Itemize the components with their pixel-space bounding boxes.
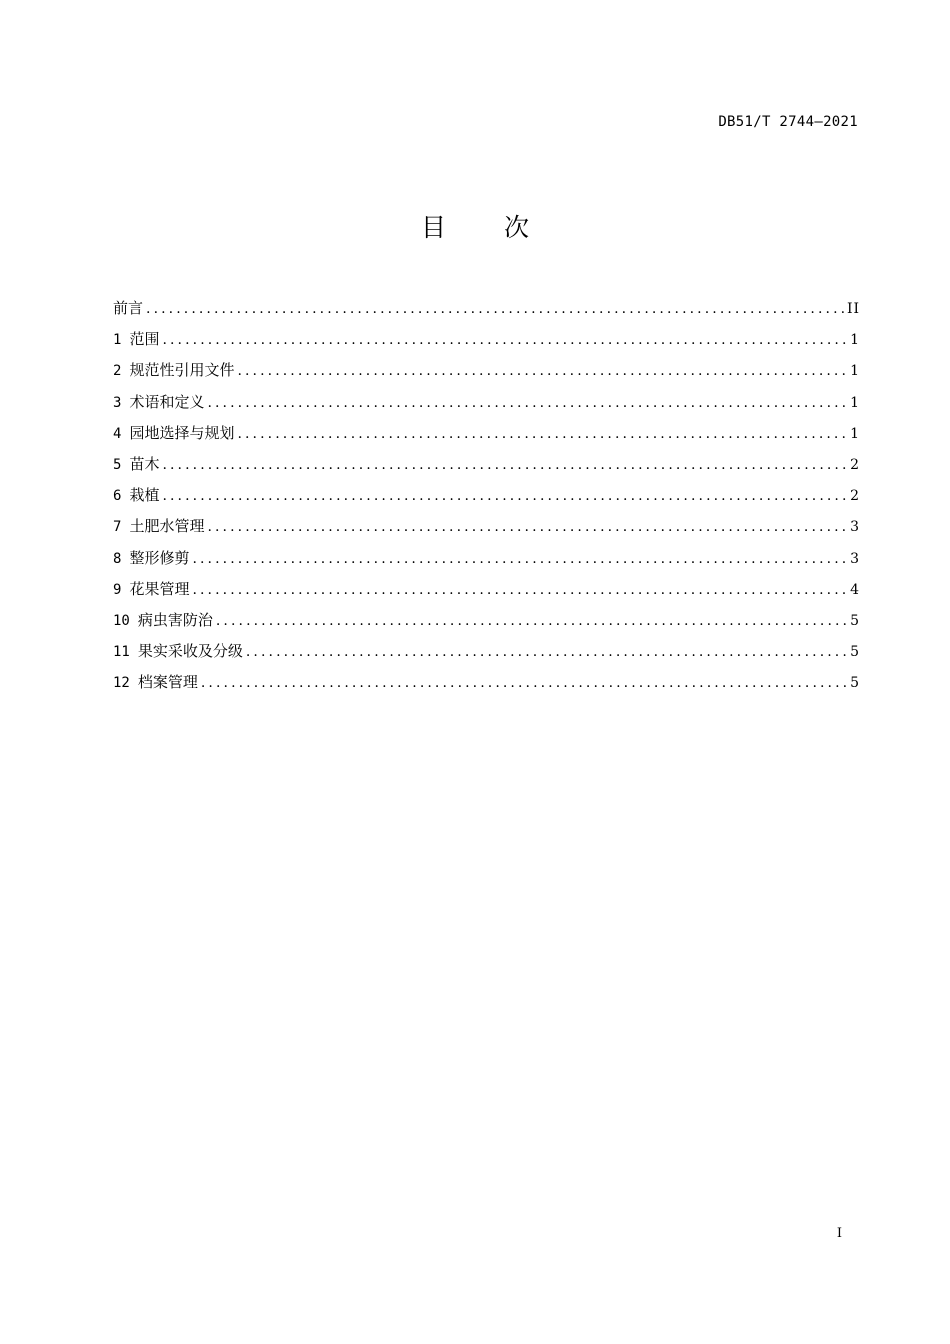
toc-entry-12[interactable] <box>113 671 860 702</box>
toc-entry-page: 1 <box>850 425 860 442</box>
page-number: I <box>836 1226 842 1241</box>
toc-entry-10[interactable] <box>113 609 860 640</box>
table-of-contents <box>113 297 860 702</box>
toc-entry-number: 9 <box>113 581 122 598</box>
standard-code: DB51/T 2744—2021 <box>718 114 858 130</box>
toc-entry-foreword[interactable] <box>113 297 860 328</box>
toc-entry-5[interactable] <box>113 453 860 484</box>
toc-entry-label: 园地选择与规划 <box>129 423 235 442</box>
toc-entry-label: 前言 <box>113 299 144 317</box>
dot-leader <box>192 582 848 598</box>
dot-leader <box>237 426 848 442</box>
toc-entry-8[interactable] <box>113 547 860 578</box>
toc-entry-number: 7 <box>113 519 122 536</box>
toc-entry-page: 1 <box>850 332 860 349</box>
toc-entry-number: 6 <box>113 488 122 505</box>
toc-entry-label: 范围 <box>129 330 160 349</box>
dot-leader <box>162 457 848 473</box>
toc-entry-number: 4 <box>113 425 122 442</box>
toc-entry-number: 1 <box>113 332 122 349</box>
toc-entry-11[interactable] <box>113 640 860 671</box>
toc-entry-9[interactable] <box>113 578 860 609</box>
toc-entry-7[interactable] <box>113 515 860 546</box>
toc-entry-label: 整形修剪 <box>129 548 190 567</box>
dot-leader <box>192 551 848 567</box>
toc-entry-page: 2 <box>850 488 860 505</box>
title-char-right: 次 <box>504 213 530 242</box>
toc-entry-page: 4 <box>850 581 860 598</box>
toc-entry-3[interactable] <box>113 391 860 422</box>
toc-entry-label: 档案管理 <box>137 673 198 692</box>
toc-entry-page: 3 <box>850 519 860 536</box>
toc-entry-6[interactable] <box>113 484 860 515</box>
dot-leader <box>216 613 848 629</box>
toc-entry-page: 5 <box>850 644 860 661</box>
toc-entry-label: 土肥水管理 <box>129 517 205 536</box>
toc-entry-label: 栽植 <box>129 486 160 505</box>
toc-entry-label: 术语和定义 <box>129 392 205 411</box>
dot-leader <box>246 644 848 660</box>
page-title <box>0 208 950 244</box>
dot-leader <box>207 519 848 535</box>
toc-entry-1[interactable] <box>113 328 860 359</box>
toc-entry-page: 3 <box>850 550 860 567</box>
dot-leader <box>237 363 848 379</box>
dot-leader <box>207 395 848 411</box>
toc-entry-label: 花果管理 <box>129 579 190 598</box>
toc-entry-page: II <box>846 301 860 317</box>
toc-entry-page: 5 <box>850 675 860 692</box>
toc-entry-page: 2 <box>850 456 860 473</box>
toc-entry-number: 10 <box>113 612 130 629</box>
dot-leader <box>162 488 848 504</box>
toc-entry-page: 1 <box>850 363 860 380</box>
toc-entry-number: 12 <box>113 675 130 692</box>
dot-leader <box>146 301 845 317</box>
toc-entry-page: 1 <box>850 394 860 411</box>
toc-entry-2[interactable] <box>113 359 860 390</box>
toc-entry-label: 果实采收及分级 <box>137 642 243 661</box>
dot-leader <box>201 675 848 691</box>
toc-entry-number: 5 <box>113 456 122 473</box>
toc-entry-page: 5 <box>850 612 860 629</box>
dot-leader <box>162 332 848 348</box>
toc-entry-4[interactable] <box>113 422 860 453</box>
toc-entry-label: 病虫害防治 <box>137 610 213 629</box>
title-char-left: 目 <box>420 213 446 242</box>
toc-entry-number: 8 <box>113 550 122 567</box>
toc-entry-number: 11 <box>113 644 130 661</box>
toc-entry-label: 规范性引用文件 <box>129 361 235 380</box>
toc-entry-number: 2 <box>113 363 122 380</box>
toc-entry-number: 3 <box>113 394 122 411</box>
toc-entry-label: 苗木 <box>129 454 160 473</box>
